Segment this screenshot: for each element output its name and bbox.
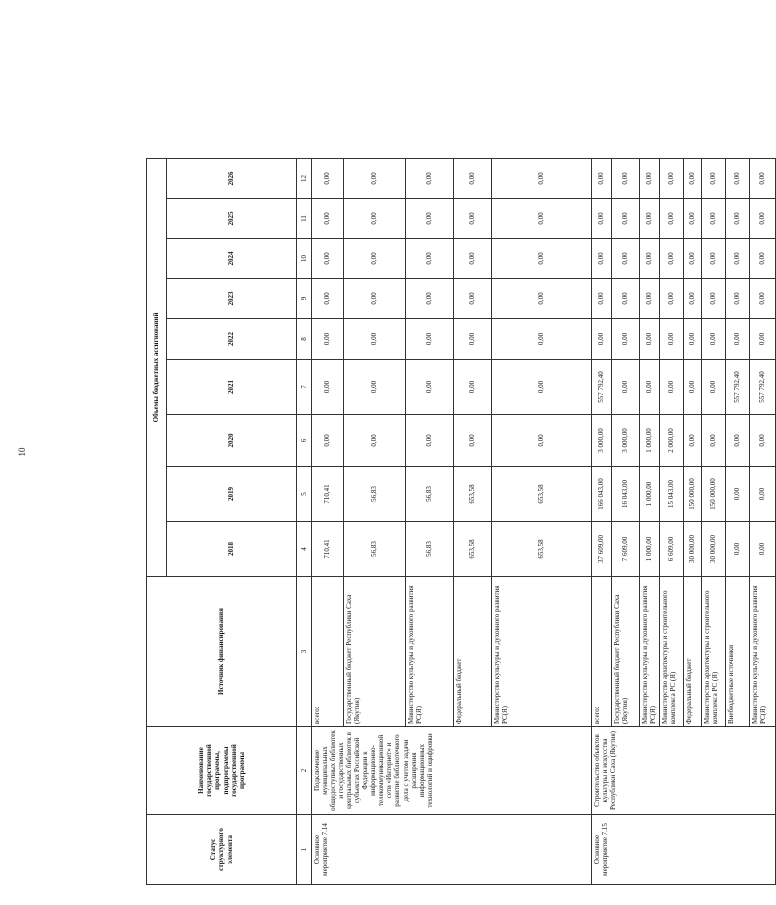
budget-value: 56,83 bbox=[406, 467, 454, 522]
budget-value: 0,00 bbox=[702, 199, 726, 239]
column-number: 3 bbox=[297, 577, 312, 727]
budget-value: 0,00 bbox=[592, 319, 612, 360]
budget-value: 150 000,00 bbox=[702, 467, 726, 522]
table-margin bbox=[147, 114, 297, 158]
column-number: 2 bbox=[297, 727, 312, 815]
budget-value: 0,00 bbox=[684, 239, 702, 279]
budget-value: 0,00 bbox=[750, 279, 776, 319]
header-year: 2021 bbox=[167, 360, 297, 415]
budget-value: 0,00 bbox=[312, 239, 344, 279]
column-number: 10 bbox=[297, 239, 312, 279]
budget-value: 0,00 bbox=[406, 199, 454, 239]
budget-value: 0,00 bbox=[592, 239, 612, 279]
budget-value: 0,00 bbox=[660, 239, 684, 279]
budget-value: 0,00 bbox=[750, 415, 776, 467]
budget-value: 0,00 bbox=[750, 319, 776, 360]
budget-value: 0,00 bbox=[660, 360, 684, 415]
budget-value: 0,00 bbox=[344, 319, 406, 360]
budget-value: 0,00 bbox=[344, 158, 406, 198]
budget-value: 653,58 bbox=[454, 522, 492, 577]
budget-value: 0,00 bbox=[726, 415, 750, 467]
budget-value: 0,00 bbox=[684, 360, 702, 415]
program-name: Подключение муниципальных общедоступных библиотек и государственных центральных библиотек в субъектах Российской Федерации к информационно-телекоммуникационной сети «Интернет» и развитие библиотечного дела с учетом задачи расширения информационных технологий и оцифровки bbox=[312, 727, 592, 815]
budget-value: 0,00 bbox=[702, 239, 726, 279]
table-margin bbox=[640, 114, 660, 158]
budget-value: 0,00 bbox=[312, 415, 344, 467]
budget-value: 653,58 bbox=[454, 467, 492, 522]
header-source: Источник финансирования bbox=[147, 577, 297, 727]
budget-value: 0,00 bbox=[312, 360, 344, 415]
budget-value: 710,41 bbox=[312, 467, 344, 522]
funding-source: Министерство культуры и духовного развития РС(Я) bbox=[750, 577, 776, 727]
budget-value: 0,00 bbox=[750, 467, 776, 522]
program-name: Строительство объектов культуры и искусства Республики Саха (Якутия) bbox=[592, 727, 776, 815]
budget-value: 0,00 bbox=[640, 158, 660, 198]
table-margin bbox=[492, 114, 592, 158]
budget-value: 0,00 bbox=[702, 158, 726, 198]
budget-value: 0,00 bbox=[612, 279, 640, 319]
funding-source: Государственный бюджет Республики Саха (Якутия) bbox=[344, 577, 406, 727]
budget-value: 0,00 bbox=[454, 279, 492, 319]
budget-value: 0,00 bbox=[726, 239, 750, 279]
column-number: 12 bbox=[297, 158, 312, 198]
budget-value: 653,58 bbox=[492, 467, 592, 522]
budget-value: 0,00 bbox=[406, 415, 454, 467]
budget-value: 0,00 bbox=[640, 360, 660, 415]
budget-value: 0,00 bbox=[454, 360, 492, 415]
budget-value: 3 000,00 bbox=[612, 415, 640, 467]
table-margin bbox=[592, 114, 612, 158]
budget-value: 0,00 bbox=[406, 239, 454, 279]
budget-value: 0,00 bbox=[660, 199, 684, 239]
funding-source: Министерство культуры и духовного развития РС(Я) bbox=[640, 577, 660, 727]
budget-value: 0,00 bbox=[592, 158, 612, 198]
budget-value: 0,00 bbox=[454, 319, 492, 360]
budget-value: 0,00 bbox=[592, 199, 612, 239]
budget-value: 0,00 bbox=[312, 158, 344, 198]
budget-value: 710,41 bbox=[312, 522, 344, 577]
budget-value: 0,00 bbox=[492, 360, 592, 415]
budget-value: 3 000,00 bbox=[592, 415, 612, 467]
table-margin bbox=[612, 114, 640, 158]
budget-value: 0,00 bbox=[684, 319, 702, 360]
column-number: 6 bbox=[297, 415, 312, 467]
budget-value: 0,00 bbox=[750, 199, 776, 239]
budget-value: 0,00 bbox=[492, 279, 592, 319]
budget-value: 0,00 bbox=[454, 239, 492, 279]
budget-value: 30 000,00 bbox=[684, 522, 702, 577]
budget-value: 166 043,00 bbox=[592, 467, 612, 522]
header-name: Наименование государственной программы, подпрограммы государственной программы bbox=[147, 727, 297, 815]
funding-source: Министерство культуры и духовного развития РС(Я) bbox=[406, 577, 454, 727]
header-volumes: Объемы бюджетных ассигнований bbox=[147, 158, 167, 576]
funding-source: Внебюджетные источники bbox=[726, 577, 750, 727]
header-year: 2018 bbox=[167, 522, 297, 577]
budget-value: 56,83 bbox=[406, 522, 454, 577]
table-margin bbox=[702, 114, 726, 158]
table-margin bbox=[684, 114, 702, 158]
budget-value: 0,00 bbox=[492, 415, 592, 467]
budget-value: 0,00 bbox=[726, 199, 750, 239]
column-number: 4 bbox=[297, 522, 312, 577]
budget-value: 0,00 bbox=[684, 279, 702, 319]
budget-value: 0,00 bbox=[312, 279, 344, 319]
table-margin bbox=[312, 114, 344, 158]
budget-value: 557 792,40 bbox=[750, 360, 776, 415]
budget-value: 15 043,00 bbox=[660, 467, 684, 522]
header-year: 2025 bbox=[167, 199, 297, 239]
table-margin bbox=[406, 114, 454, 158]
table-margin bbox=[750, 114, 776, 158]
column-number: 11 bbox=[297, 199, 312, 239]
budget-value: 0,00 bbox=[640, 199, 660, 239]
budget-value: 653,58 bbox=[492, 522, 592, 577]
budget-value: 0,00 bbox=[406, 319, 454, 360]
funding-source: Государственный бюджет Республики Саха (Якутия) bbox=[612, 577, 640, 727]
header-year: 2020 bbox=[167, 415, 297, 467]
budget-value: 0,00 bbox=[726, 158, 750, 198]
budget-value: 1 000,00 bbox=[640, 522, 660, 577]
table-row bbox=[592, 114, 612, 884]
table-margin bbox=[297, 114, 312, 158]
budget-value: 0,00 bbox=[454, 199, 492, 239]
budget-value: 56,83 bbox=[344, 522, 406, 577]
budget-value: 150 000,00 bbox=[684, 467, 702, 522]
budget-value: 56,83 bbox=[344, 467, 406, 522]
table-margin bbox=[454, 114, 492, 158]
budget-value: 0,00 bbox=[454, 158, 492, 198]
budget-value: 0,00 bbox=[660, 319, 684, 360]
funding-source: Министерство культуры и духовного развития РС(Я) bbox=[492, 577, 592, 727]
budget-value: 557 792,40 bbox=[726, 360, 750, 415]
budget-value: 0,00 bbox=[344, 239, 406, 279]
funding-source: всего: bbox=[312, 577, 344, 727]
budget-value: 0,00 bbox=[344, 360, 406, 415]
page-number: 10 bbox=[17, 447, 27, 457]
header-status: Статус структурного элемента bbox=[147, 815, 297, 885]
budget-value: 0,00 bbox=[640, 319, 660, 360]
budget-value: 0,00 bbox=[684, 158, 702, 198]
budget-value: 1 000,00 bbox=[640, 467, 660, 522]
rotated-page bbox=[146, 115, 768, 885]
column-number: 1 bbox=[297, 815, 312, 885]
budget-value: 6 609,00 bbox=[660, 522, 684, 577]
budget-value: 0,00 bbox=[492, 158, 592, 198]
budget-value: 0,00 bbox=[702, 360, 726, 415]
column-number: 7 bbox=[297, 360, 312, 415]
header-year: 2024 bbox=[167, 239, 297, 279]
budget-value: 0,00 bbox=[660, 158, 684, 198]
funding-source: Министерство архитектуры и строительного комплекса РС (Я) bbox=[702, 577, 726, 727]
budget-value: 0,00 bbox=[492, 319, 592, 360]
budget-value: 0,00 bbox=[612, 158, 640, 198]
budget-value: 0,00 bbox=[750, 158, 776, 198]
budget-value: 0,00 bbox=[612, 319, 640, 360]
structural-element-status: Основное мероприятие 7.14 bbox=[312, 815, 592, 885]
budget-value: 0,00 bbox=[612, 360, 640, 415]
budget-value: 0,00 bbox=[312, 319, 344, 360]
budget-value: 0,00 bbox=[344, 415, 406, 467]
funding-source: всего: bbox=[592, 577, 612, 727]
column-number: 9 bbox=[297, 279, 312, 319]
budget-value: 30 000,00 bbox=[702, 522, 726, 577]
budget-value: 0,00 bbox=[640, 279, 660, 319]
budget-value: 0,00 bbox=[702, 319, 726, 360]
budget-value: 0,00 bbox=[612, 199, 640, 239]
budget-value: 0,00 bbox=[612, 239, 640, 279]
budget-value: 0,00 bbox=[492, 199, 592, 239]
budget-value: 0,00 bbox=[312, 199, 344, 239]
budget-value: 0,00 bbox=[592, 279, 612, 319]
budget-value: 0,00 bbox=[660, 279, 684, 319]
budget-value: 37 609,00 bbox=[592, 522, 612, 577]
budget-value: 0,00 bbox=[344, 199, 406, 239]
header-year: 2026 bbox=[167, 158, 297, 198]
table-margin bbox=[344, 114, 406, 158]
budget-value: 0,00 bbox=[702, 415, 726, 467]
budget-value: 0,00 bbox=[726, 279, 750, 319]
budget-value: 0,00 bbox=[406, 279, 454, 319]
funding-source: Федеральный бюджет bbox=[454, 577, 492, 727]
column-number: 8 bbox=[297, 319, 312, 360]
funding-source: Федеральный бюджет bbox=[684, 577, 702, 727]
budget-value: 0,00 bbox=[492, 239, 592, 279]
table-margin bbox=[660, 114, 684, 158]
budget-value: 0,00 bbox=[726, 467, 750, 522]
budget-value: 0,00 bbox=[702, 279, 726, 319]
budget-value: 0,00 bbox=[454, 415, 492, 467]
budget-value: 0,00 bbox=[406, 158, 454, 198]
structural-element-status: Основное мероприятие 7.15 bbox=[592, 815, 776, 885]
budget-value: 7 609,00 bbox=[612, 522, 640, 577]
header-year: 2022 bbox=[167, 319, 297, 360]
budget-value: 0,00 bbox=[344, 279, 406, 319]
budget-value: 1 000,00 bbox=[640, 415, 660, 467]
budget-value: 0,00 bbox=[684, 199, 702, 239]
budget-value: 0,00 bbox=[684, 415, 702, 467]
table-row bbox=[312, 114, 344, 884]
table-margin bbox=[726, 114, 750, 158]
budget-value: 16 043,00 bbox=[612, 467, 640, 522]
funding-source: Министерство архитектуры и строительного комплекса РС (Я) bbox=[660, 577, 684, 727]
budget-value: 0,00 bbox=[640, 239, 660, 279]
budget-value: 0,00 bbox=[406, 360, 454, 415]
budget-value: 2 000,00 bbox=[660, 415, 684, 467]
header-year: 2019 bbox=[167, 467, 297, 522]
budget-value: 0,00 bbox=[726, 319, 750, 360]
budget-value: 557 792,40 bbox=[592, 360, 612, 415]
budget-value: 0,00 bbox=[726, 522, 750, 577]
budget-value: 0,00 bbox=[750, 522, 776, 577]
header-year: 2023 bbox=[167, 279, 297, 319]
column-number: 5 bbox=[297, 467, 312, 522]
budget-table bbox=[146, 114, 776, 885]
budget-value: 0,00 bbox=[750, 239, 776, 279]
